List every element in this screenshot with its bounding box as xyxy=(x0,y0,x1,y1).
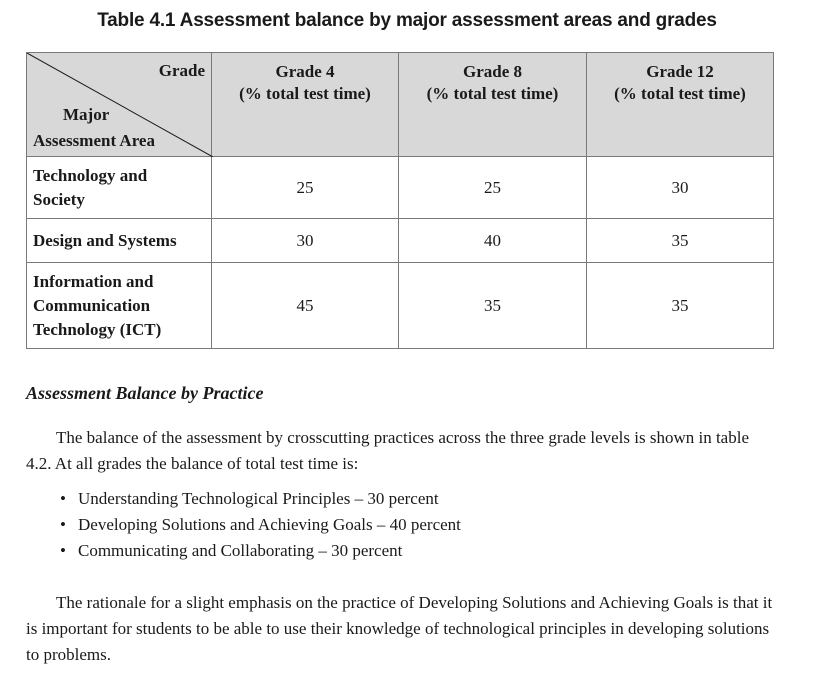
row-label-line: Communication xyxy=(33,295,151,315)
row-label-ict xyxy=(27,263,212,349)
table-row xyxy=(27,263,774,349)
corner-major-label: Major xyxy=(63,105,110,124)
list-item: • Developing Solutions and Achieving Goals – 40 percent xyxy=(60,512,461,538)
table-cell: 30 xyxy=(212,219,399,263)
table-row xyxy=(27,219,774,263)
table-cell: 35 xyxy=(587,219,774,263)
table-cell: 25 xyxy=(212,157,399,219)
column-header-grade-12 xyxy=(587,53,774,157)
table-cell: 40 xyxy=(399,219,587,263)
table-cell: 35 xyxy=(587,263,774,349)
table-corner-cell xyxy=(27,53,212,157)
corner-area-label: Assessment Area xyxy=(33,131,155,150)
row-label-line: Information and xyxy=(33,271,154,291)
column-header-subtitle: (% total test time) xyxy=(239,84,371,103)
table-header-row xyxy=(27,53,774,157)
row-label-line: Technology and xyxy=(33,165,148,185)
corner-grade-label: Grade xyxy=(158,61,205,80)
column-header-title: Grade 8 xyxy=(462,62,523,81)
column-header-title: Grade 4 xyxy=(275,62,335,81)
table-cell: 25 xyxy=(399,157,587,219)
column-header-grade-8 xyxy=(399,53,587,157)
column-header-subtitle: (% total test time) xyxy=(614,84,746,103)
row-label-technology-society xyxy=(27,157,212,219)
practice-bullet-list xyxy=(60,486,461,564)
body-paragraph-1 xyxy=(26,425,778,477)
body-paragraph-2 xyxy=(26,590,778,668)
row-label-line: Technology (ICT) xyxy=(33,319,162,339)
table-row xyxy=(27,157,774,219)
section-heading: Assessment Balance by Practice xyxy=(26,383,264,403)
row-label-line: Society xyxy=(33,189,85,209)
row-label-design-systems xyxy=(27,219,212,263)
assessment-table xyxy=(26,52,774,349)
table-cell: 30 xyxy=(587,157,774,219)
list-item: • Communicating and Collaborating – 30 percent xyxy=(60,538,461,564)
column-header-grade-4 xyxy=(212,53,399,157)
paragraph-text: The rationale for a slight emphasis on the practice of Developing Solutions and Achieving Goals is that it is important for students to be able to use their knowledge of technological principles in developing solutions to problems. xyxy=(26,593,773,664)
paragraph-text: The balance of the assessment by crosscutting practices across the three grade levels is shown in table 4.2. At all grades the balance of total test time is: xyxy=(26,428,749,473)
table-cell: 45 xyxy=(212,263,399,349)
table-title: Table 4.1 Assessment balance by major assessment areas and grades xyxy=(97,10,717,31)
table-cell: 35 xyxy=(399,263,587,349)
list-item: • Understanding Technological Principles – 30 percent xyxy=(60,486,461,512)
column-header-title: Grade 12 xyxy=(646,62,714,81)
column-header-subtitle: (% total test time) xyxy=(426,84,559,103)
row-label-line: Design and Systems xyxy=(33,230,177,250)
